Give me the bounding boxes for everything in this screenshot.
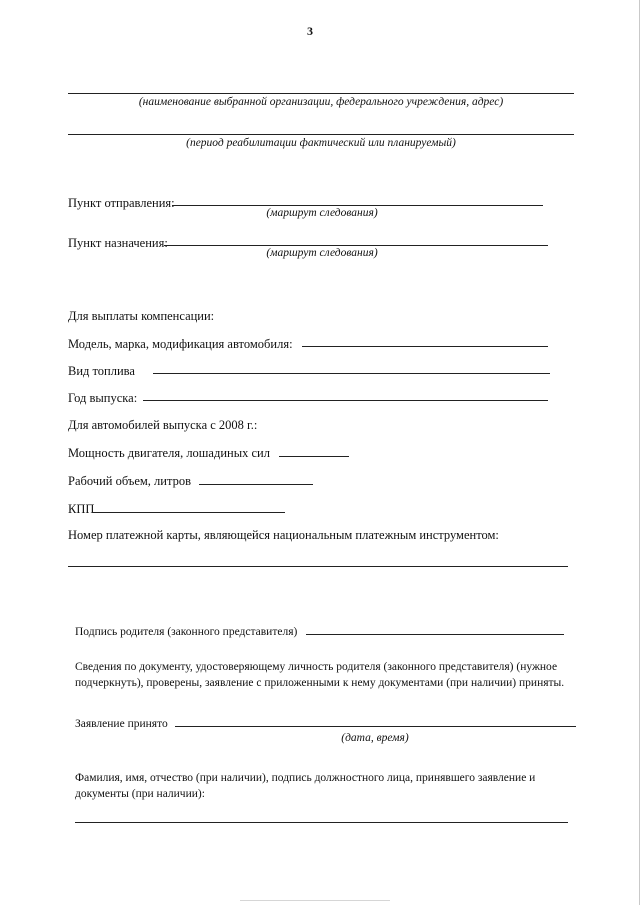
fuel-type-line[interactable] — [153, 373, 550, 374]
official-line[interactable] — [75, 822, 568, 823]
parent-signature-line[interactable] — [306, 634, 564, 635]
accepted-label: Заявление принято — [75, 718, 168, 730]
destination-line[interactable] — [164, 245, 548, 246]
org-caption: (наименование выбранной организации, федерального учреждения, адрес) — [138, 96, 504, 108]
departure-label: Пункт отправления: — [68, 196, 175, 210]
verification-text: Сведения по документу, удостоверяющему личность родителя (законного представителя) (нужное подчеркнуть), проверены, заявление с приложенными к нему документами (при наличии) приняты. — [75, 661, 565, 689]
page-number: 3 — [307, 24, 313, 38]
release-year-label: Год выпуска: — [68, 391, 138, 405]
engine-power-label: Мощность двигателя, лошадиных сил — [68, 446, 270, 460]
gearbox-label: КПП — [68, 502, 95, 516]
compensation-heading: Для выплаты компенсации: — [68, 309, 215, 323]
period-caption: (период реабилитации фактический или планируемый) — [186, 137, 456, 149]
org-line[interactable] — [68, 93, 574, 94]
car-model-line[interactable] — [302, 346, 548, 347]
departure-caption: (маршрут следования) — [266, 207, 378, 219]
release-year-line[interactable] — [143, 400, 548, 401]
engine-power-line[interactable] — [279, 456, 349, 457]
destination-caption: (маршрут следования) — [266, 247, 378, 259]
scan-artifact — [240, 900, 390, 901]
accepted-caption: (дата, время) — [341, 732, 409, 744]
departure-line[interactable] — [172, 205, 543, 206]
accepted-line[interactable] — [175, 726, 576, 727]
official-text: Фамилия, имя, отчество (при наличии), подпись должностного лица, принявшего заявление и документы (при наличии): — [75, 772, 536, 800]
parent-signature-label: Подпись родителя (законного представителя) — [75, 626, 298, 638]
engine-volume-label: Рабочий объем, литров — [68, 474, 191, 488]
fuel-type-label: Вид топлива — [68, 364, 135, 378]
payment-card-line[interactable] — [68, 566, 568, 567]
destination-label: Пункт назначения: — [68, 236, 168, 250]
gearbox-line[interactable] — [92, 512, 285, 513]
engine-volume-line[interactable] — [199, 484, 313, 485]
cars-2008-label: Для автомобилей выпуска с 2008 г.: — [68, 418, 258, 432]
period-line[interactable] — [68, 134, 574, 135]
car-model-label: Модель, марка, модификация автомобиля: — [68, 337, 293, 351]
payment-card-label: Номер платежной карты, являющейся национальным платежным инструментом: — [68, 528, 499, 542]
